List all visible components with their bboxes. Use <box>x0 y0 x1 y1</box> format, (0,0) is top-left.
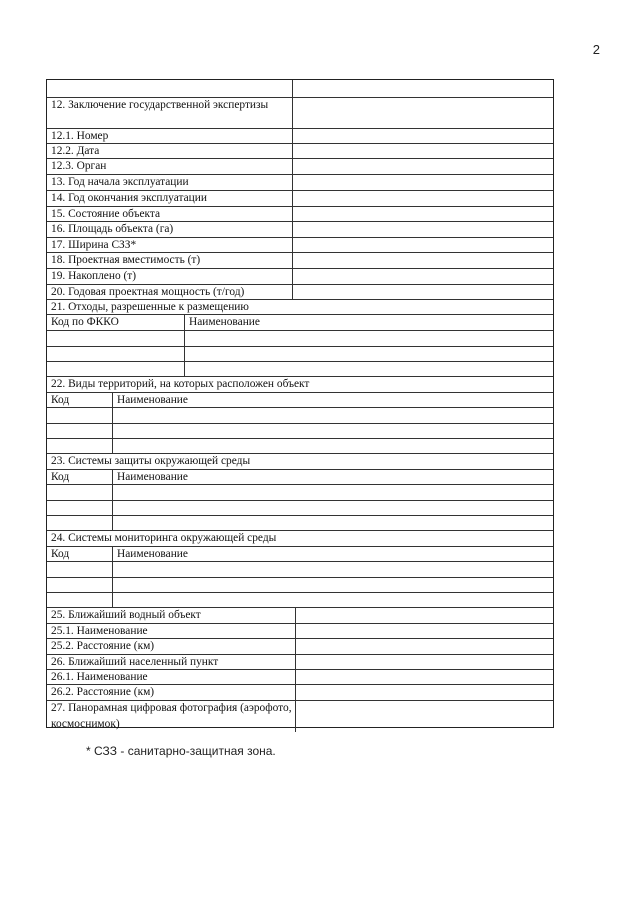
field-value[interactable] <box>292 269 553 284</box>
name-cell[interactable] <box>112 516 553 530</box>
form-row <box>47 500 553 515</box>
code-cell[interactable] <box>47 593 112 607</box>
form-row <box>47 669 553 684</box>
field-value[interactable] <box>295 701 553 732</box>
field-label: 25.1. Наименование <box>51 625 148 637</box>
field-label: 13. Год начала эксплуатации <box>51 176 189 188</box>
name-cell[interactable] <box>112 562 553 577</box>
name-cell[interactable] <box>112 408 553 423</box>
field-label: 20. Годовая проектная мощность (т/год) <box>51 286 245 298</box>
name-cell[interactable] <box>184 331 553 346</box>
code-cell[interactable] <box>47 347 184 361</box>
field-value[interactable] <box>292 175 553 190</box>
form-row <box>47 252 553 268</box>
field-value[interactable] <box>295 670 553 684</box>
code-cell[interactable] <box>47 362 184 376</box>
form-row <box>47 623 553 638</box>
field-value[interactable] <box>292 285 553 299</box>
form-row <box>47 376 553 392</box>
form-row <box>47 577 553 592</box>
code-cell: Код <box>51 471 70 483</box>
field-value[interactable] <box>292 144 553 158</box>
form-row <box>47 284 553 299</box>
field-value[interactable] <box>295 624 553 638</box>
field-label: 12.1. Номер <box>51 130 109 142</box>
code-cell[interactable] <box>47 408 112 423</box>
field-label: 19. Накоплено (т) <box>51 270 137 282</box>
form-row <box>47 158 553 174</box>
name-cell[interactable] <box>112 424 553 438</box>
form-row <box>47 221 553 237</box>
field-value[interactable] <box>292 253 553 268</box>
page-number: 2 <box>592 42 600 57</box>
field-value[interactable] <box>292 80 553 97</box>
form-row <box>47 515 553 530</box>
form-row <box>47 700 553 732</box>
code-cell[interactable] <box>47 578 112 592</box>
form-row <box>47 237 553 252</box>
name-cell[interactable] <box>112 578 553 592</box>
field-label: 26.1. Наименование <box>51 671 148 683</box>
form-row <box>47 314 553 330</box>
form-row <box>47 638 553 654</box>
name-cell[interactable] <box>112 593 553 607</box>
field-label: 12.3. Орган <box>51 160 107 172</box>
form-row <box>47 190 553 206</box>
form-row <box>47 407 553 423</box>
form-table <box>46 79 554 728</box>
form-row <box>47 592 553 607</box>
form-row <box>47 530 553 546</box>
field-label: 15. Состояние объекта <box>51 208 161 220</box>
field-value[interactable] <box>292 207 553 221</box>
form-row <box>47 438 553 453</box>
code-cell: Код <box>51 394 70 406</box>
field-label: 16. Площадь объекта (га) <box>51 223 174 235</box>
field-label: 12. Заключение государственной экспертизы <box>51 99 269 111</box>
name-cell: Наименование <box>112 470 553 484</box>
field-value[interactable] <box>295 685 553 700</box>
form-row <box>47 484 553 500</box>
field-value[interactable] <box>292 98 553 128</box>
form-row <box>47 346 553 361</box>
form-row <box>47 97 553 128</box>
form-row <box>47 128 553 143</box>
name-cell[interactable] <box>184 362 553 376</box>
section-header: 22. Виды территорий, на которых расположен объект <box>51 378 310 390</box>
field-value[interactable] <box>292 222 553 237</box>
form-row <box>47 268 553 284</box>
form-row <box>47 423 553 438</box>
form-row <box>47 299 553 314</box>
field-label: 14. Год окончания эксплуатации <box>51 192 207 204</box>
name-cell[interactable] <box>184 347 553 361</box>
section-header: 23. Системы защиты окружающей среды <box>51 455 251 467</box>
name-cell[interactable] <box>112 501 553 515</box>
field-label: 25.2. Расстояние (км) <box>51 640 155 652</box>
field-value[interactable] <box>292 238 553 252</box>
form-row <box>47 561 553 577</box>
field-label: 25. Ближайший водный объект <box>51 609 201 621</box>
footnote: * СЗЗ - санитарно-защитная зона. <box>86 744 276 758</box>
section-header: 24. Системы мониторинга окружающей среды <box>51 532 277 544</box>
section-header: 21. Отходы, разрешенные к размещению <box>51 301 249 313</box>
name-cell: Наименование <box>112 393 553 407</box>
code-cell[interactable] <box>47 331 184 346</box>
field-label: 18. Проектная вместимость (т) <box>51 254 201 266</box>
form-row <box>47 361 553 376</box>
code-cell: Код <box>51 548 70 560</box>
name-cell: Наименование <box>184 315 553 330</box>
field-label: 27. Панорамная цифровая фотография (аэрофото, космоснимок) <box>51 702 292 730</box>
field-label: 12.2. Дата <box>51 145 100 157</box>
field-value[interactable] <box>292 191 553 206</box>
code-cell[interactable] <box>47 485 112 500</box>
field-value[interactable] <box>295 655 553 669</box>
name-cell[interactable] <box>112 485 553 500</box>
code-cell: Код по ФККО <box>51 316 119 328</box>
field-label: 26. Ближайший населенный пункт <box>51 656 219 668</box>
form-row <box>47 143 553 158</box>
code-cell[interactable] <box>47 424 112 438</box>
form-row <box>47 80 553 97</box>
field-label: 17. Ширина СЗЗ* <box>51 239 137 251</box>
form-row <box>47 469 553 484</box>
field-label: 26.2. Расстояние (км) <box>51 686 155 698</box>
field-label <box>47 80 292 97</box>
form-row <box>47 392 553 407</box>
form-row <box>47 654 553 669</box>
form-row <box>47 607 553 623</box>
form-row <box>47 206 553 221</box>
field-value[interactable] <box>292 129 553 143</box>
form-row <box>47 330 553 346</box>
form-row <box>47 453 553 469</box>
form-row <box>47 546 553 561</box>
name-cell[interactable] <box>112 439 553 453</box>
code-cell[interactable] <box>47 501 112 515</box>
code-cell[interactable] <box>47 439 112 453</box>
field-value[interactable] <box>295 608 553 623</box>
field-value[interactable] <box>295 639 553 654</box>
code-cell[interactable] <box>47 562 112 577</box>
form-row <box>47 684 553 700</box>
code-cell[interactable] <box>47 516 112 530</box>
form-row <box>47 174 553 190</box>
field-value[interactable] <box>292 159 553 174</box>
name-cell: Наименование <box>112 547 553 561</box>
